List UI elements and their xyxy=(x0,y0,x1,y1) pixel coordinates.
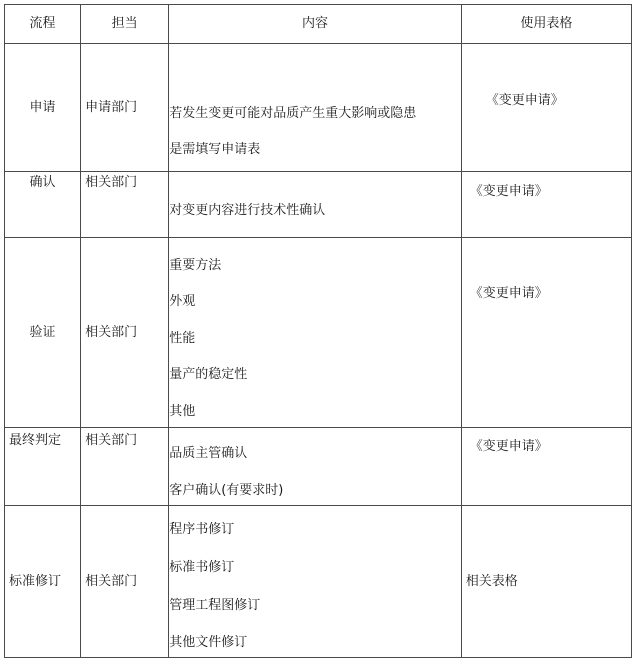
form-label: 《变更申请》 xyxy=(485,93,564,108)
content-line: 外观 xyxy=(169,294,196,310)
content-line: 对变更内容进行技术性确认 xyxy=(169,202,326,218)
content-cell xyxy=(169,238,461,428)
owner-cell: 相关部门 xyxy=(81,172,169,238)
form-cell xyxy=(461,428,631,506)
form-cell xyxy=(461,238,631,428)
form-label: 《变更申请》 xyxy=(469,439,548,454)
table-row xyxy=(5,172,632,238)
content-cell xyxy=(169,428,461,506)
table-row xyxy=(5,506,632,658)
content-line: 其他 xyxy=(169,403,196,419)
content-line: 性能 xyxy=(169,330,196,346)
table-header-row xyxy=(5,5,632,44)
content-line: 标准书修订 xyxy=(169,559,235,575)
header-owner: 担当 xyxy=(81,5,169,44)
owner-cell: 相关部门 xyxy=(81,428,169,506)
form-cell xyxy=(461,44,631,172)
process-cell: 验证 xyxy=(5,238,81,428)
owner-cell: 相关部门 xyxy=(81,238,169,428)
header-content: 内容 xyxy=(169,5,461,44)
content-cell xyxy=(169,172,461,238)
content-line: 量产的稳定性 xyxy=(169,367,248,383)
table-row xyxy=(5,238,632,428)
owner-cell: 申请部门 xyxy=(81,44,169,172)
content-line: 管理工程图修订 xyxy=(169,597,261,613)
owner-cell: 相关部门 xyxy=(81,506,169,658)
content-cell xyxy=(169,506,461,658)
form-cell xyxy=(461,172,631,238)
form-cell: 相关表格 xyxy=(461,506,631,658)
process-cell: 标准修订 xyxy=(5,506,81,658)
form-label: 《变更申请》 xyxy=(469,286,548,301)
header-process: 流程 xyxy=(5,5,81,44)
process-cell: 申请 xyxy=(5,44,81,172)
content-line: 程序书修订 xyxy=(169,522,235,538)
content-line: 重要方法 xyxy=(169,257,222,273)
content-line: 品质主管确认 xyxy=(169,445,248,461)
table-row xyxy=(5,44,632,172)
process-cell: 最终判定 xyxy=(5,428,81,506)
content-line: 其他文件修订 xyxy=(169,635,248,651)
form-label: 《变更申请》 xyxy=(469,184,548,199)
content-cell xyxy=(169,44,461,172)
content-line: 是需填写申请表 xyxy=(169,142,261,157)
content-line: 若发生变更可能对品质产生重大影响或隐患 xyxy=(169,106,417,122)
header-form: 使用表格 xyxy=(461,5,631,44)
table-row xyxy=(5,428,632,506)
change-process-table xyxy=(4,4,632,658)
process-cell: 确认 xyxy=(5,172,81,238)
content-line: 客户确认(有要求时) xyxy=(169,482,284,498)
